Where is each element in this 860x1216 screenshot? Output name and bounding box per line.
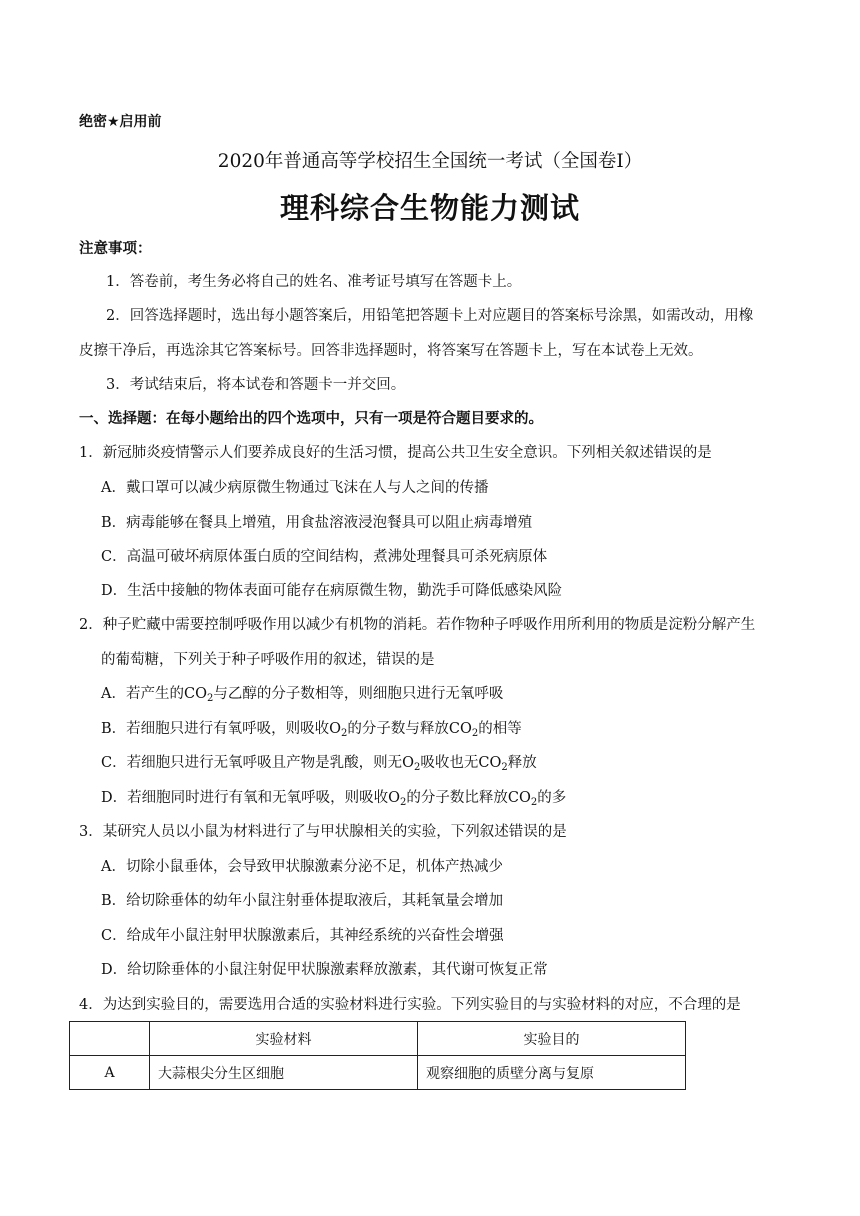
question-1-option-d: D．生活中接触的物体表面可能存在病原微生物，勤洗手可降低感染风险 <box>101 583 563 599</box>
table-header-row <box>70 1022 686 1056</box>
table-row <box>70 1056 686 1090</box>
table-header-cell <box>70 1022 150 1056</box>
question-3-option-a: A．切除小鼠垂体，会导致甲状腺激素分泌不足，机体产热减少 <box>101 859 503 875</box>
notice-item-2-cont: 皮擦干净后，再选涂其它答案标号。回答非选择题时，将答案写在答题卡上，写在本试卷上无效。 <box>79 343 703 359</box>
question-1-option-c: C．高温可破坏病原体蛋白质的空间结构，煮沸处理餐具可杀死病原体 <box>101 549 548 565</box>
question-3-option-b: B．给切除垂体的幼年小鼠注射垂体提取液后，其耗氧量会增加 <box>101 893 504 909</box>
notice-item-3: 3．考试结束后，将本试卷和答题卡一并交回。 <box>106 377 406 393</box>
table-cell: 大蒜根尖分生区细胞 <box>150 1056 418 1090</box>
question-1-option-b: B．病毒能够在餐具上增殖，用食盐溶液浸泡餐具可以阻止病毒增殖 <box>101 515 533 531</box>
question-2-option-b: B．若细胞只进行有氧呼吸，则吸收$O_2$的分子数与释放$CO_2$的相等 <box>101 721 522 739</box>
question-2-option-d: D．若细胞同时进行有氧和无氧呼吸，则吸收$O_2$的分子数比释放$CO_2$的多 <box>101 790 567 808</box>
question-3-stem: 3．某研究人员以小鼠为材料进行了与甲状腺相关的实验，下列叙述错误的是 <box>79 824 567 840</box>
notice-item-1: 1．答卷前，考生务必将自己的姓名、准考证号填写在答题卡上。 <box>106 274 522 290</box>
experiment-table <box>69 1021 686 1090</box>
table-cell: 观察细胞的质壁分离与复原 <box>418 1056 686 1090</box>
question-1-stem: 1．新冠肺炎疫情警示人们要养成良好的生活习惯，提高公共卫生安全意识。下列相关叙述错误的是 <box>79 445 712 461</box>
confidential-label: 绝密★启用前 <box>79 114 162 130</box>
question-3-option-d: D．给切除垂体的小鼠注射促甲状腺激素释放激素，其代谢可恢复正常 <box>101 962 548 978</box>
question-2-option-c: C．若细胞只进行无氧呼吸且产物是乳酸，则无$O_2$吸收也无$CO_2$释放 <box>101 755 537 773</box>
table-header-cell: 实验材料 <box>150 1022 418 1056</box>
question-2-stem-cont: 的葡萄糖，下列关于种子呼吸作用的叙述，错误的是 <box>101 652 435 668</box>
page-title: 理科综合生物能力测试 <box>279 191 580 225</box>
notice-heading: 注意事项： <box>79 241 152 257</box>
question-2-option-a: A．若产生的$CO_2$与乙醇的分子数相等，则细胞只进行无氧呼吸 <box>101 686 504 704</box>
section-heading: 一、选择题：在每小题给出的四个选项中，只有一项是符合题目要求的。 <box>79 411 543 427</box>
question-1-option-a: A．戴口罩可以减少病原微生物通过飞沫在人与人之间的传播 <box>101 480 489 496</box>
table-header-cell: 实验目的 <box>418 1022 686 1056</box>
notice-item-2: 2．回答选择题时，选出每小题答案后，用铅笔把答题卡上对应题目的答案标号涂黑，如需改动，用橡 <box>106 308 754 324</box>
question-3-option-c: C．给成年小鼠注射甲状腺激素后，其神经系统的兴奋性会增强 <box>101 928 504 944</box>
exam-name: 2020年普通高等学校招生全国统一考试（全国卷Ⅰ） <box>217 151 643 172</box>
question-4-stem: 4．为达到实验目的，需要选用合适的实验材料进行实验。下列实验目的与实验材料的对应，不合理的是 <box>79 997 741 1013</box>
table-cell: A <box>70 1056 150 1090</box>
question-2-stem: 2．种子贮藏中需要控制呼吸作用以减少有机物的消耗。若作物种子呼吸作用所利用的物质是淀粉分解产生 <box>79 617 756 633</box>
